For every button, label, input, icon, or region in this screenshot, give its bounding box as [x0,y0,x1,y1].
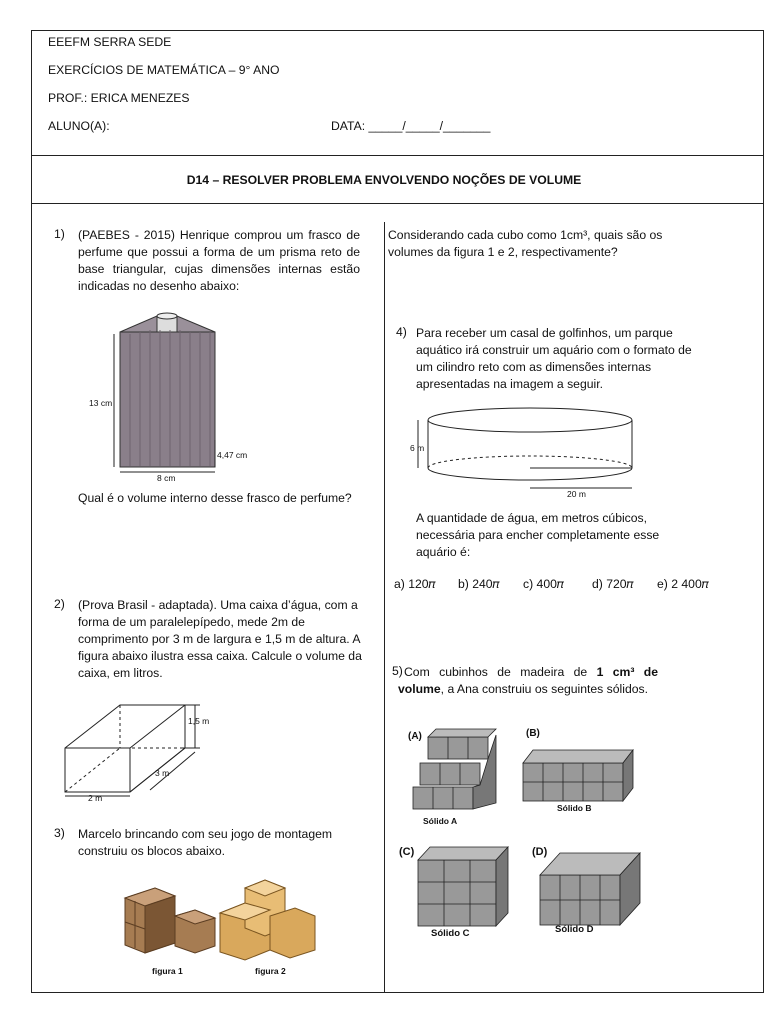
q5-text [398,664,658,698]
figure-1-blocks [125,888,215,953]
q2-height-label: 1,5 m [188,716,210,726]
q4-height-label: 6 m [410,443,425,453]
teacher-line: PROF.: ERICA MENEZES [48,91,190,105]
solid-c-label: (C) [399,846,415,858]
aquarium-cylinder-figure [408,400,638,500]
solid-a-label: (A) [408,731,422,742]
q1-depth-label: 4,47 cm [217,450,248,460]
q1-text: (PAEBES - 2015) Henrique comprou um frasco de perfume que possui a forma de um prisma reto de base triangular, cujas dimensões internas estão indicadas no desenho abaixo: [78,228,360,293]
solid-a-caption: Sólido A [423,816,458,826]
q3-text: Marcelo brincando com seu jogo de montagem construiu os blocos abaixo. [78,827,333,858]
q5-text-bold: 1 cm³ de volume [398,665,658,696]
q1-question: Qual é o volume interno desse frasco de perfume? [78,491,352,505]
q2-text: (Prova Brasil - adaptada). Uma caixa d’água, com a forma de um paralelepípedo, mede 2m de comprimento por 3 m de largura e 1,5 m de altura. A figura abaixo ilustra essa caixa. Calcule o volume da caixa, em litros. [78,598,362,680]
q4-question: A quantidade de água, em metros cúbicos, necessária para encher completamente esse aquário é: [416,511,660,559]
q2-number: 2) [54,597,65,611]
figure-1-caption: figura 1 [152,966,183,976]
q4-option-d: d) 720𝜋 [592,577,634,591]
column-divider [384,222,385,993]
q3-number: 3) [54,826,65,840]
solid-c-caption: Sólido C [431,928,470,939]
student-field: ALUNO(A): [48,119,110,133]
page-title: D14 – RESOLVER PROBLEMA ENVOLVENDO NOÇÕES DE VOLUME [186,173,582,187]
q1-width-label: 8 cm [157,473,176,483]
q4-option-b: b) 240𝜋 [458,577,500,591]
title-divider [31,203,764,204]
q4-option-e: e) 2 400𝜋 [657,577,709,591]
q3-continuation: Considerando cada cubo como 1cm³, quais são os volumes da figura 1 e 2, respectivamente? [388,228,663,259]
q4-option-a: a) 120𝜋 [394,577,436,591]
solid-d-label: (D) [532,846,548,858]
q3-blocks-figure [120,868,320,968]
solid-b-caption: Sólido B [557,803,592,813]
q5-text-after: , a Ana construiu os seguintes sólidos. [440,682,648,696]
q4-text: Para receber um casal de golfinhos, um parque aquático irá construir um aquário com o formato de um cilindro reto com as dimensões internas apresentadas na imagem a seguir. [416,326,692,391]
q4-option-c: c) 400𝜋 [523,577,565,591]
header-divider [31,155,764,156]
solid-c [418,847,508,926]
date-field: DATA: _____/_____/_______ [331,119,491,133]
figure-2-caption: figura 2 [255,966,286,976]
q2-length-label: 2 m [88,793,103,803]
solid-a [413,729,496,809]
q1-number: 1) [54,227,65,241]
q4-radius-label: 20 m [567,489,586,499]
figure-2-blocks [220,880,315,960]
q1-height-label: 13 cm [89,398,113,408]
solid-d [540,853,640,925]
subject-line: EXERCÍCIOS DE MATEMÁTICA – 9° ANO [48,63,280,77]
q4-number: 4) [396,325,407,339]
q5-text-before: Com cubinhos de madeira de [404,665,597,679]
solid-d-caption: Sólido D [555,924,594,935]
solid-b-label: (B) [526,728,540,739]
q5-number: 5) [392,664,403,678]
q2-depth-label: 3 m [155,768,170,778]
q5-solids-figure [400,725,700,945]
school-name: EEEFM SERRA SEDE [48,35,172,49]
solid-b [523,750,633,801]
